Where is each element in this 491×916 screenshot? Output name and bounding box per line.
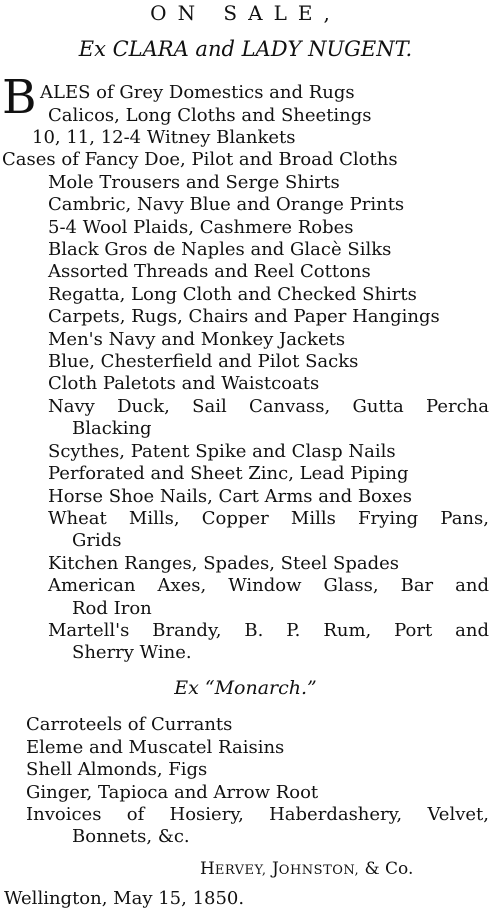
list-item: Invoices of Hosiery, Haberdashery, Velvet, [26,804,489,825]
list-item: Assorted Threads and Reel Cottons [48,261,371,282]
list-item: Men's Navy and Monkey Jackets [48,329,346,350]
list-item: Navy Duck, Sail Canvass, Gutta Percha [48,396,489,417]
signature-rest: OHNSTON, [278,863,360,878]
section-heading: Ex “Monarch.” [174,677,317,699]
list-item: Cloth Paletots and Waistcoats [48,373,320,394]
list-item: Scythes, Patent Spike and Clasp Nails [48,441,396,462]
signature-company: & Co. [364,859,414,879]
list-item: Blue, Chesterfield and Pilot Sacks [48,351,359,372]
list-item: Regatta, Long Cloth and Checked Shirts [48,284,417,305]
list-item: ALES of Grey Domestics and Rugs [40,82,355,103]
list-item: Ginger, Tapioca and Arrow Root [26,782,319,803]
list-item: Horse Shoe Nails, Cart Arms and Boxes [48,486,412,507]
list-item: Carpets, Rugs, Chairs and Paper Hangings [48,306,440,327]
drop-cap: B [2,70,37,125]
list-item: Martell's Brandy, B. P. Rum, Port and [48,620,489,641]
signature-initial: H [200,859,215,879]
list-item: Mole Trousers and Serge Shirts [48,172,340,193]
list-item: Carroteels of Currants [26,714,233,735]
list-item: Perforated and Sheet Zinc, Lead Piping [48,463,409,484]
list-item-continuation: Rod Iron [72,598,152,619]
list-item: Cases of Fancy Doe, Pilot and Broad Cloths [2,149,398,170]
advert-title: ON SALE, [150,1,341,25]
list-item: 5-4 Wool Plaids, Cashmere Robes [48,217,354,238]
list-item: Eleme and Muscatel Raisins [26,737,285,758]
list-item-continuation: Grids [72,530,122,551]
signature-initial: J [271,859,279,879]
list-item: Calicos, Long Cloths and Sheetings [48,105,372,126]
dateline: Wellington, May 15, 1850. [4,888,245,909]
list-item-continuation: Bonnets, &c. [72,826,190,847]
merchant-signature [200,858,413,882]
signature-rest: ERVEY, [214,863,267,878]
list-item-continuation: Sherry Wine. [72,642,192,663]
advert-subtitle: Ex CLARA and LADY NUGENT. [78,37,413,61]
list-item: 10, 11, 12-4 Witney Blankets [32,127,296,148]
list-item: American Axes, Window Glass, Bar and [48,575,489,596]
list-item: Wheat Mills, Copper Mills Frying Pans, [48,508,489,529]
list-item: Shell Almonds, Figs [26,759,208,780]
list-item: Kitchen Ranges, Spades, Steel Spades [48,553,400,574]
list-item-continuation: Blacking [72,418,152,439]
list-item: Black Gros de Naples and Glacè Silks [48,239,392,260]
list-item: Cambric, Navy Blue and Orange Prints [48,194,405,215]
